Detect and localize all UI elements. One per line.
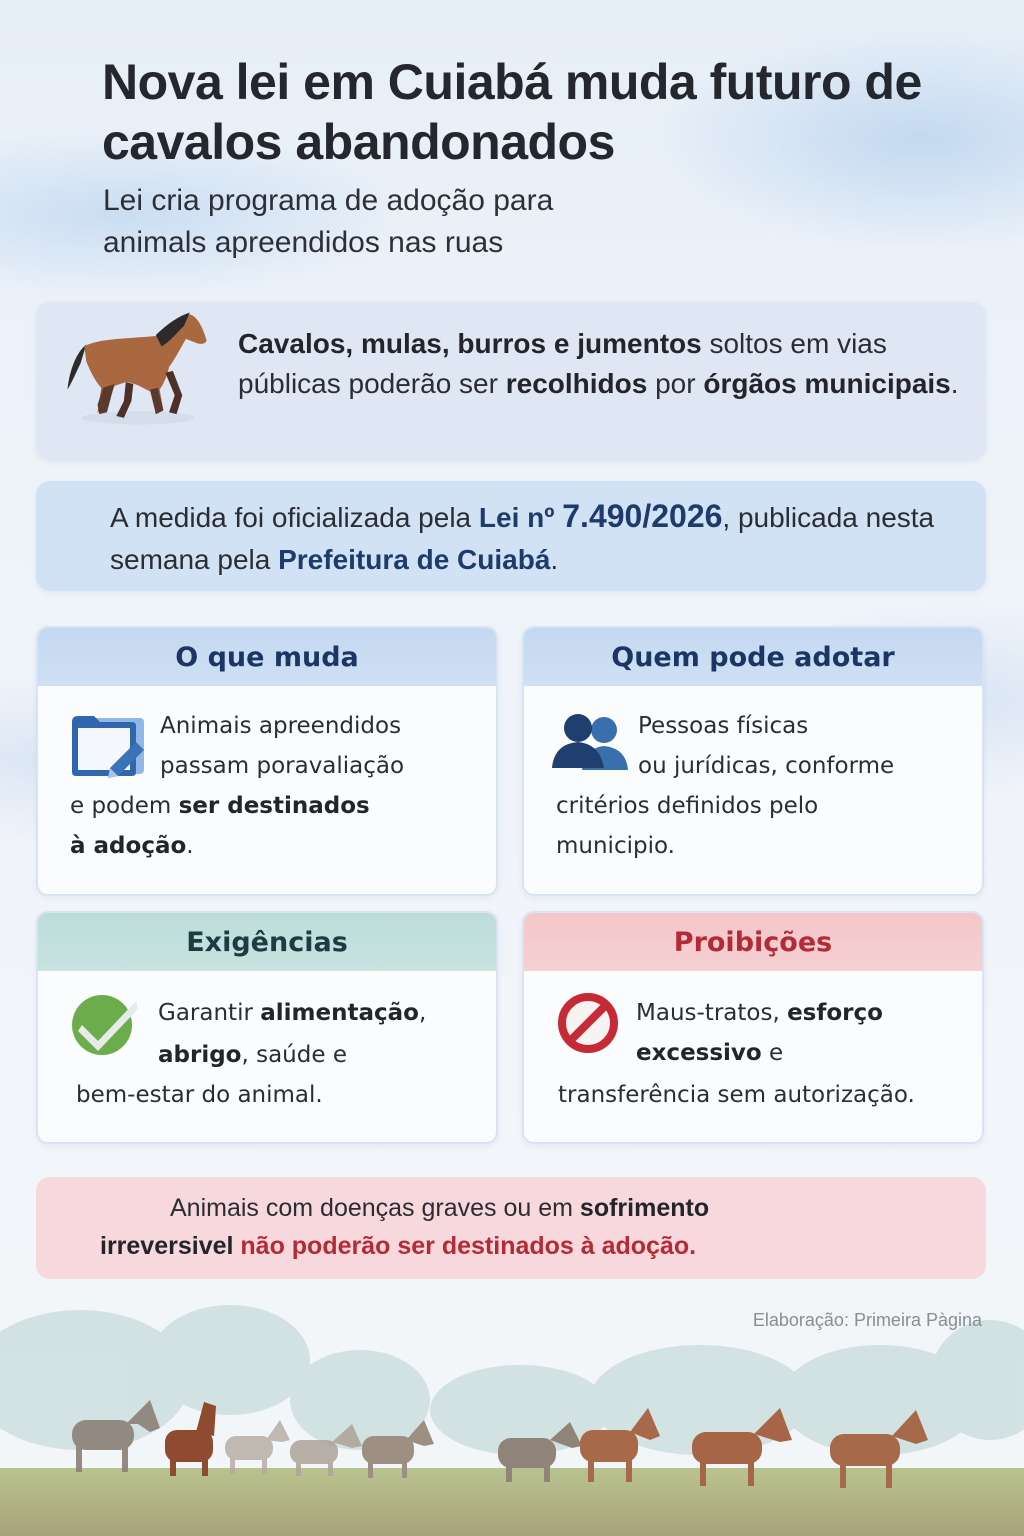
card-text-bold: alimentação	[260, 1000, 419, 1026]
note-bold: irreversivel	[100, 1232, 234, 1260]
intro-box	[36, 302, 986, 460]
intro-text-2: por	[647, 368, 704, 399]
card-text-line-1	[636, 993, 883, 1033]
note-bold: sofrimento	[579, 1194, 710, 1222]
card-text-bold: esforço	[787, 1000, 883, 1026]
card-text-plain: , saúde e	[241, 1042, 347, 1068]
page-title: Nova lei em Cuiabá muda futuro de cavalos abandonados	[102, 54, 922, 170]
intro-bold-agencies: órgãos municipais	[703, 368, 951, 399]
law-text	[110, 495, 970, 581]
card-who-can-adopt	[522, 626, 984, 896]
card-text-line-2: passam poravaliação	[160, 753, 405, 779]
card-title: Exigências	[38, 913, 496, 971]
law-text-1: A medida foi oficializada pela	[110, 502, 479, 533]
law-text-3: .	[550, 544, 559, 575]
law-box	[36, 481, 986, 591]
intro-text-1: soltos em vias públicas poderão ser	[238, 328, 887, 399]
intro-text	[238, 324, 968, 404]
card-text-line-3: critérios definidos pelo	[556, 793, 819, 819]
card-what-changes	[36, 626, 498, 896]
note-line-1	[100, 1189, 960, 1227]
card-text-line-1	[158, 993, 426, 1033]
law-label: Lei nº	[478, 502, 563, 533]
check-circle-icon	[70, 993, 142, 1057]
note-line-2	[100, 1227, 960, 1265]
people-icon	[552, 712, 632, 772]
credit-text: Elaboração: Primeira Pàgina	[752, 1310, 982, 1330]
card-text-line-2	[158, 1035, 347, 1075]
card-title: Proibições	[524, 913, 982, 971]
card-text-line-2	[636, 1033, 783, 1073]
card-text-plain: Maus-tratos,	[636, 1000, 788, 1026]
card-text-bold: ser destinados	[178, 793, 370, 819]
card-text-line-3: bem-estar do animal.	[76, 1082, 323, 1108]
card-text-bold: à adoção	[70, 833, 187, 859]
card-prohibitions	[522, 911, 984, 1144]
intro-text-3: .	[950, 368, 959, 399]
prohibited-icon	[556, 991, 622, 1055]
horse-icon	[58, 306, 218, 430]
card-text-line-2: ou jurídicas, conforme	[638, 753, 895, 779]
card-text-bold: excessivo	[636, 1040, 762, 1066]
law-text-2: , publicada nesta semana pela	[110, 502, 935, 575]
warning-note	[36, 1177, 986, 1279]
card-text-plain: Garantir	[158, 1000, 261, 1026]
card-requirements	[36, 911, 498, 1144]
card-text-plain: e	[761, 1040, 784, 1066]
note-text	[100, 1189, 960, 1265]
card-text-line-4: municipio.	[556, 833, 675, 859]
card-text-plain: .	[186, 833, 194, 859]
intro-bold-animals: Cavalos, mulas, burros e jumentos	[238, 328, 702, 359]
note-plain: Animais com doenças graves ou em	[170, 1194, 580, 1222]
card-text-bold: abrigo	[158, 1042, 242, 1068]
intro-bold-collected: recolhidos	[505, 368, 648, 399]
law-org: Prefeitura de Cuiabá	[278, 544, 551, 575]
subtitle-line-1: Lei cria programa de adoção para	[103, 184, 554, 217]
card-title: O que muda	[38, 628, 496, 686]
subtitle-line-2: animals apreendidos nas ruas	[103, 226, 504, 259]
card-text-plain: ,	[418, 1000, 427, 1026]
card-text-line-1: Pessoas físicas	[638, 713, 809, 739]
law-number: 7.490/2026	[562, 498, 723, 534]
card-text-plain: e podem	[70, 793, 179, 819]
page-subtitle	[103, 180, 803, 264]
folder-edit-icon	[70, 712, 146, 778]
card-title: Quem pode adotar	[524, 628, 982, 686]
card-text-line-4	[70, 826, 194, 866]
note-red-text: não poderão ser destinados à adoção.	[233, 1232, 697, 1260]
card-text-line-1: Animais apreendidos	[160, 713, 402, 739]
card-text-line-3: transferência sem autorização.	[558, 1082, 915, 1108]
card-text-line-3	[70, 786, 370, 826]
